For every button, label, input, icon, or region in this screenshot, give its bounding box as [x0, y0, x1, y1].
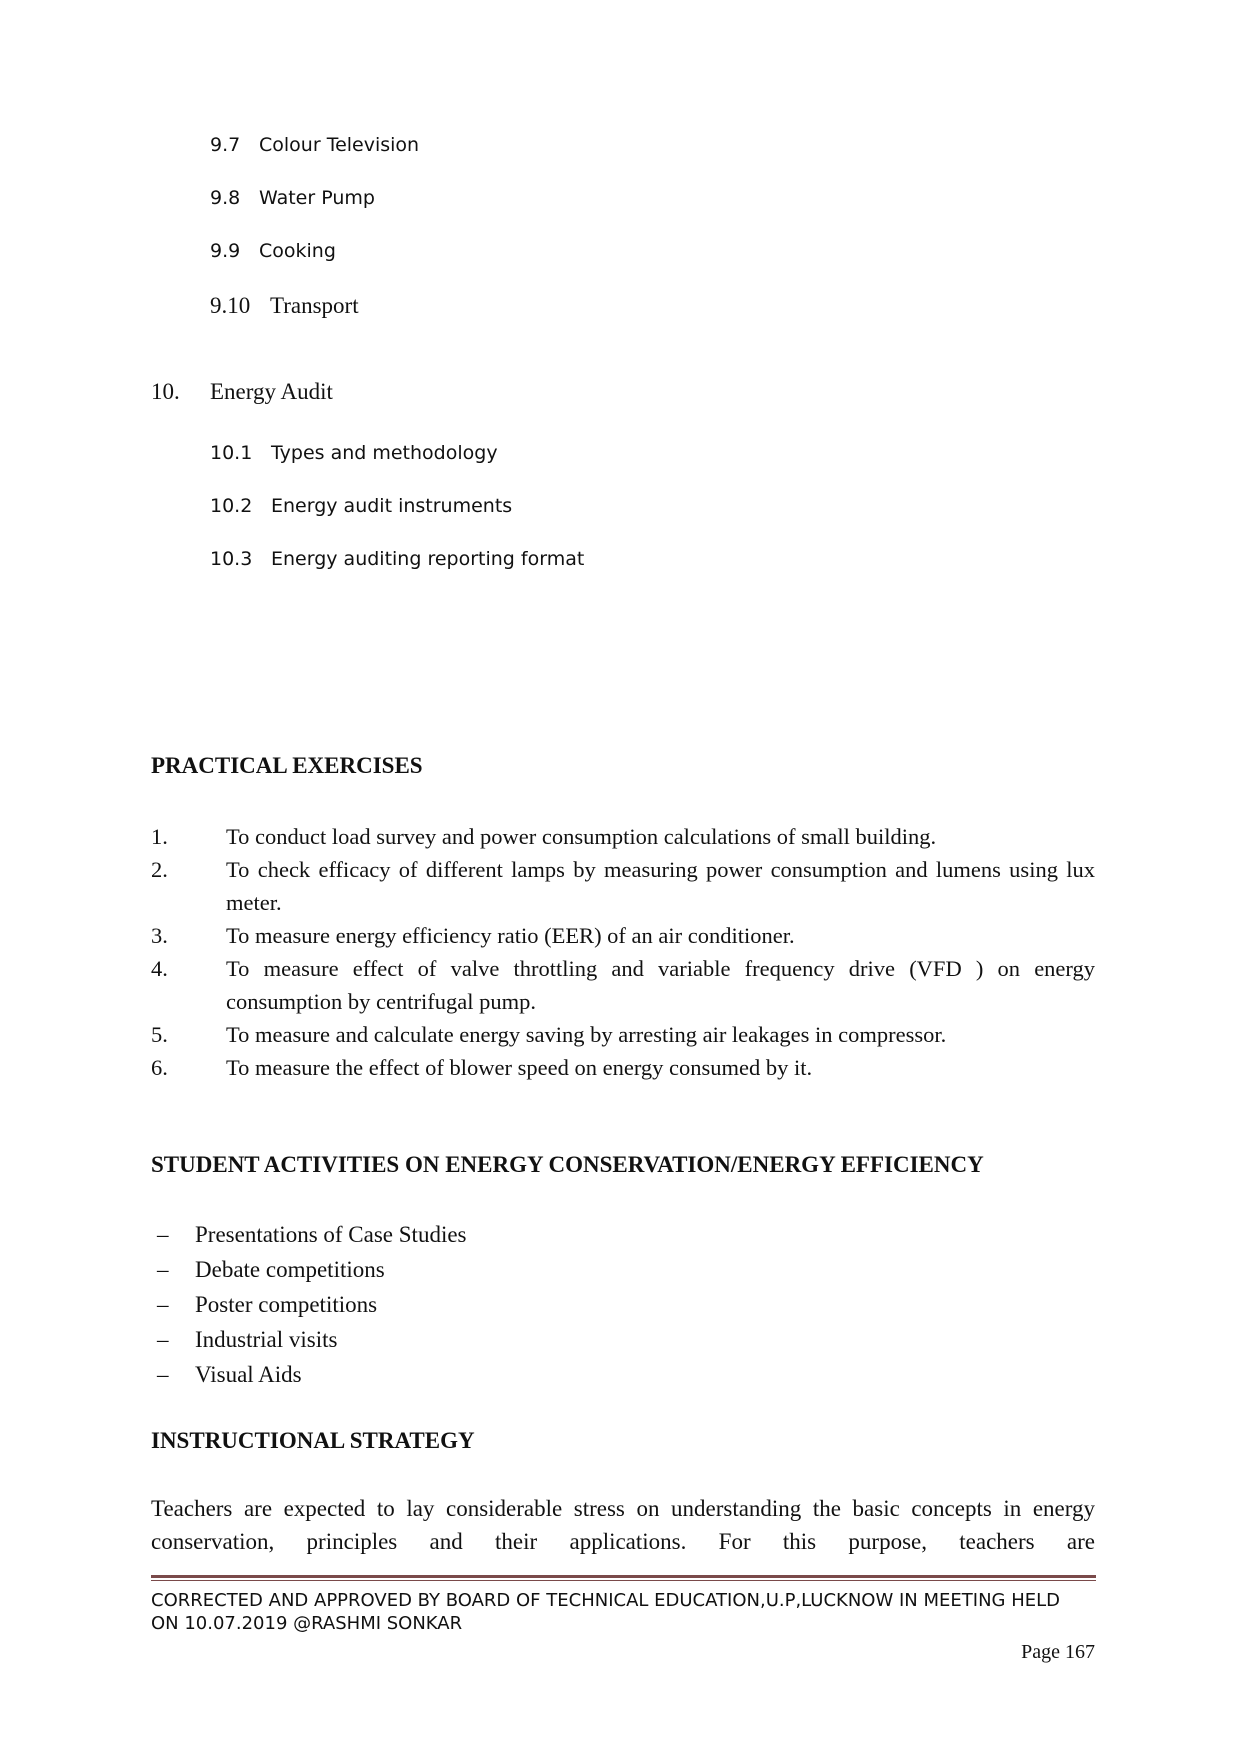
topic-label: Colour Television	[259, 134, 420, 156]
bullet-dash: –	[157, 1327, 169, 1352]
bullet-dash: –	[157, 1362, 169, 1387]
item-number: 3.	[151, 923, 168, 948]
practical-list	[151, 820, 1095, 1084]
item-text: To conduct load survey and power consumption calculations of small building.	[226, 824, 937, 849]
topic-label: Energy auditing reporting format	[271, 548, 585, 570]
topic-label: Energy audit instruments	[271, 495, 513, 517]
item-text: Presentations of Case Studies	[195, 1222, 467, 1247]
bullet-dash: –	[157, 1222, 169, 1247]
footer-line-2: ON 10.07.2019 @RASHMI SONKAR	[151, 1613, 463, 1634]
item-text: To measure and calculate energy saving by arresting air leakages in compressor.	[226, 1022, 947, 1047]
topic-9-10	[210, 293, 359, 319]
item-text: Industrial visits	[195, 1327, 338, 1352]
list-item	[151, 820, 1095, 853]
item-text: To measure effect of valve throttling and variable frequency drive (VFD ) on energy consumption by centrifugal pump.	[226, 956, 1095, 1014]
topic-10-3	[210, 548, 584, 570]
list-item	[157, 1287, 467, 1322]
list-item	[151, 1051, 1095, 1084]
activities-heading: STUDENT ACTIVITIES ON ENERGY CONSERVATION/ENERGY EFFICIENCY	[151, 1152, 984, 1177]
topic-label: Water Pump	[259, 187, 375, 209]
topic-label: Transport	[270, 293, 359, 318]
footer-line-1: CORRECTED AND APPROVED BY BOARD OF TECHNICAL EDUCATION,U.P,LUCKNOW IN MEETING HELD	[151, 1590, 1060, 1611]
footer-rule-thin	[151, 1580, 1096, 1581]
topic-number: 9.9	[210, 240, 241, 262]
strategy-heading: INSTRUCTIONAL STRATEGY	[151, 1428, 475, 1453]
list-item	[157, 1217, 467, 1252]
list-item	[151, 853, 1095, 919]
bullet-dash: –	[157, 1292, 169, 1317]
topic-number: 9.8	[210, 187, 241, 209]
page-number: Page 167	[1021, 1641, 1095, 1663]
topic-number: 9.7	[210, 134, 241, 156]
topic-9-7	[210, 134, 419, 156]
item-text: Poster competitions	[195, 1292, 378, 1317]
section-number: 10.	[151, 379, 180, 404]
strategy-paragraph: Teachers are expected to lay considerable stress on understanding the basic concepts in energy conservation, principles and their applications. For this purpose, teachers are	[151, 1496, 1095, 1554]
item-text: Debate competitions	[195, 1257, 385, 1282]
item-text: Visual Aids	[195, 1362, 302, 1387]
topic-label: Cooking	[259, 240, 336, 262]
list-item	[151, 952, 1095, 1018]
topic-10-2	[210, 495, 512, 517]
topic-label: Types and methodology	[271, 442, 498, 464]
list-item	[157, 1252, 467, 1287]
item-number: 2.	[151, 857, 168, 882]
practical-heading: PRACTICAL EXERCISES	[151, 753, 423, 778]
item-text: To check efficacy of different lamps by measuring power consumption and lumens using lux meter.	[226, 857, 1095, 915]
footer-rule-thick	[151, 1575, 1096, 1578]
topic-9-9	[210, 240, 336, 262]
topic-number: 9.10	[210, 293, 251, 318]
bullet-dash: –	[157, 1257, 169, 1282]
list-item	[157, 1357, 467, 1392]
item-number: 6.	[151, 1055, 168, 1080]
topic-9-8	[210, 187, 375, 209]
list-item	[157, 1322, 467, 1357]
list-item	[151, 919, 1095, 952]
activities-list	[157, 1217, 467, 1392]
item-text: To measure energy efficiency ratio (EER) of an air conditioner.	[226, 923, 795, 948]
footer-note	[151, 1589, 1060, 1635]
item-number: 5.	[151, 1022, 168, 1047]
topic-number: 10.2	[210, 495, 253, 517]
section-title: Energy Audit	[210, 379, 333, 404]
item-number: 4.	[151, 956, 168, 981]
list-item	[151, 1018, 1095, 1051]
section-10-heading	[151, 379, 333, 405]
topic-number: 10.3	[210, 548, 253, 570]
topic-10-1	[210, 442, 498, 464]
item-number: 1.	[151, 824, 168, 849]
item-text: To measure the effect of blower speed on energy consumed by it.	[226, 1055, 813, 1080]
topic-number: 10.1	[210, 442, 253, 464]
